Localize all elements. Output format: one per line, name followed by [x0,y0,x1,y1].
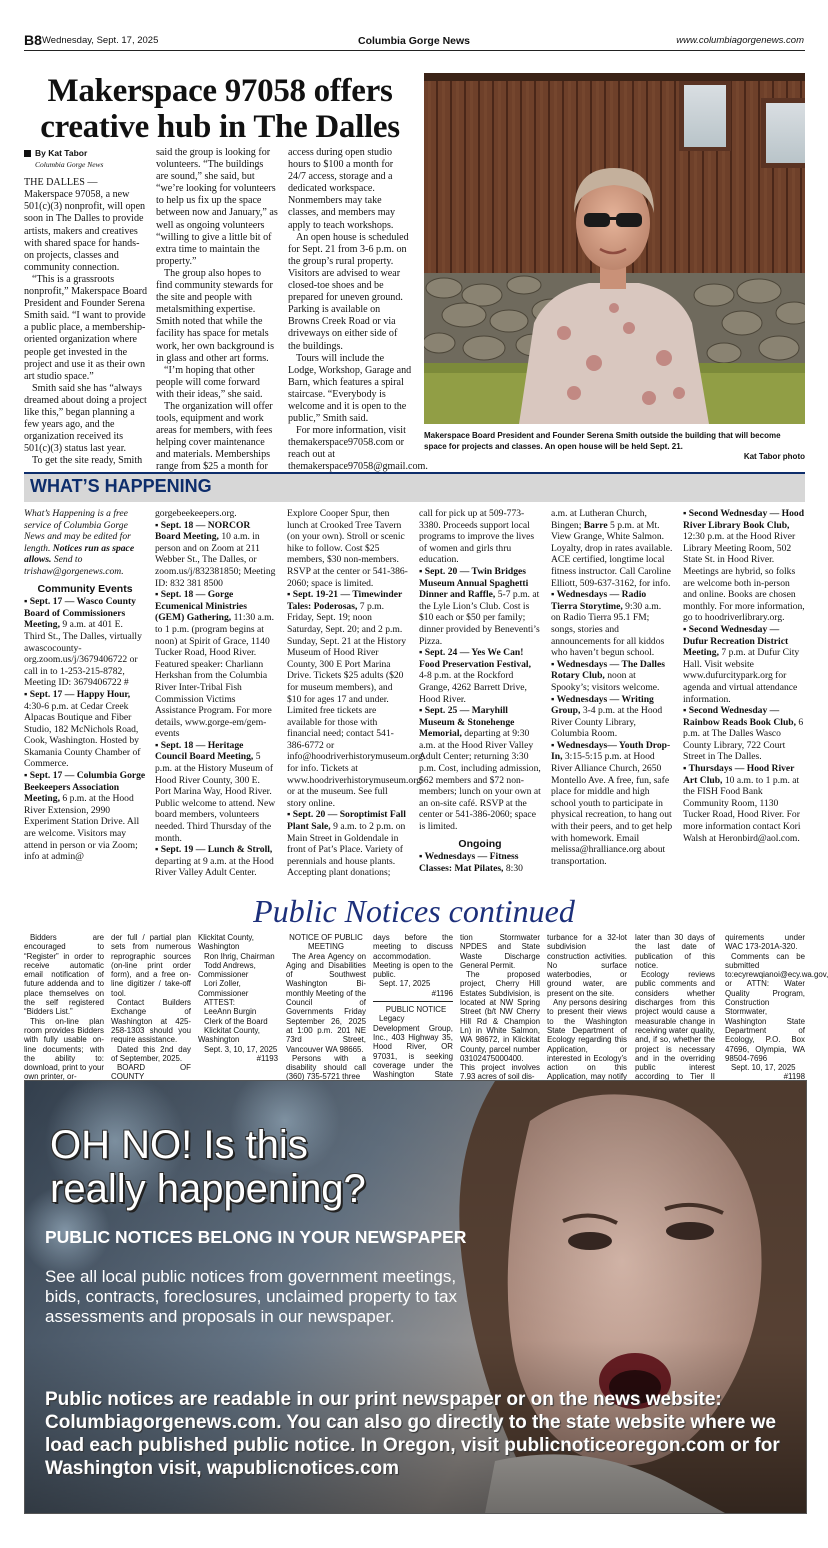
issue-date: Wednesday, Sept. 17, 2025 [42,35,159,46]
event-item: ▪ Sept. 20 — Twin Bridges Museum Annual Spaghetti Dinner and Raffle, 5-7 p.m. at the Lyle Lion’s Club. Cost is $10 each or $50 per family; dinner provided by Beneventi’s Pizza. [419,565,540,647]
notice-text: Contact Builders Exchange of Washington at 425-258-1303 should you require assistance. [111,998,191,1045]
masthead-rule [24,50,805,51]
site-url[interactable]: www.columbiagorgenews.com [676,35,804,46]
notice-text: der full / partial plan sets from numerous reprographic sources (on-line print order form), and a free on-line digitizer / take-off tool. [111,933,191,998]
notice-text: tion Stormwater NPDES and State Waste Discharge General Permit. [460,933,540,970]
event-item: ▪ Sept. 19 — Lunch & Stroll, departing at 9 a.m. at the Hood River Valley Adult Center. [155,844,274,879]
notice-column-2 [111,933,191,1091]
community-events-heading: Community Events [37,582,133,595]
notice-heading: NOTICE OF PUBLIC MEETING [289,933,363,952]
byline: By Kat Tabor [24,147,148,159]
notice-divider [373,1001,453,1002]
event-continued: Explore Cooper Spur, then lunch at Crooked Tree Tavern (on your own). Stroll or scenic hike to follow. Cost $25 members, $30 non-members. RSVP at the center or 541-386-2060; space is limited. [287,508,408,589]
article-photo [424,73,805,424]
byline-org: Columbia Gorge News [35,160,104,170]
notice-text: Bidders are encouraged to “Register” in order to receive automatic email notification of future addenda and to place themselves on the self registered “Bidders List.” [24,933,104,1017]
event-item: ▪ Sept. 24 — Yes We Can! Food Preservation Festival, 4-8 p.m. at the Rockford Grange, 4262 Barrett Drive, Hood River. [419,647,531,705]
ad-footer: Public notices are readable in our print newspaper or on the news website: Columbiagorgenews.com. You can also go directly to the state website where we load each published public notice. In Oregon, visit publicnoticeoregon.com or for Washington visit, wapublicnotices.com [45,1389,780,1479]
article-column-3 [288,147,428,474]
notice-text: Ron Ihrig, Chairman [204,951,275,961]
article-paragraph: Tours will include the Lodge, Workshop, Garage and Barn, which features a spiral staircase. “Everybody is welcome and it is open to the public,” Smith said. [288,352,412,425]
notice-text: Any persons desiring to present their views to the Washington State Department of Ecology regarding this Application, or interested in Ecology’s action on this Application, may notify [547,998,627,1082]
event-continued: gorgebeekeepers.org. [155,508,237,519]
events-column-6 [683,508,805,844]
notice-text: days before the meeting to discuss accommodation. Meeting is open to the public. [373,933,453,980]
event-item: ▪ Sept. 18 — NORCOR Board Meeting, 10 a.m. in person and on Zoom at 211 Webber St., The Dalles, or zoom.us/j/832381850; Meeting ID: 832 381 8500 [155,519,276,589]
notice-text: BOARD OF COUNTY [111,1063,191,1082]
notice-text: Lori Zoller, Commissioner [198,979,249,998]
events-column-1 [24,508,146,863]
photo-caption: Makerspace Board President and Founder Serena Smith outside the building that will become space for projects and classes. An open house will be held Sept. 21. [424,431,781,451]
event-item: ▪ Sept. 25 — Maryhill Museum & Stonehenge Memorial, departing at 9:30 a.m. at the Hood River Valley Adult Center; returning 3:30 p.m. Cost, including admission, $62 members and $72 non-members; lunch on your own at an on-site café. RSVP at the center or 541-386-2060; space is limited. [419,705,541,833]
notice-column-1 [24,933,104,1082]
event-item: ▪ Wednesdays — Radio Tierra Storytime, 9:30 a.m. on Radio Tierra 95.1 FM; songs, stories and announcements for all kiddos who haven’t begun school. [551,589,665,659]
event-continued: a.m. at Lutheran Church, Bingen; Barre 5 p.m. at Mt. View Grange, White Salmon. Loyalty, drop in rates available. ACE certified, longtime local fitness instructor. Call Caroline Elliott, 509-637-3162, for info. [551,508,673,589]
notice-column-6 [460,933,540,1082]
notice-text: LeeAnn Burgin [204,1007,257,1017]
paper-name: Columbia Gorge News [357,35,471,47]
ongoing-heading: Ongoing [458,837,502,850]
notice-column-5 [373,933,453,1098]
article-paragraph: THE DALLES — Makerspace 97058, a new 501(c)(3) nonprofit, will open soon in The Dalles to provide artists, makers and creatives with shared space for hands-on projects, classes and community connection. [24,177,146,273]
intro-text: What’s Happening is a free service of Columbia Gorge News and may be edited for length. Notices run as space allows. Send to trishaw@gorgenews.com. [24,508,135,577]
ad-body: See all local public notices from government meetings, bids, contracts, foreclosures, unclaimed property to tax assessments and proposals in our newspaper. [45,1267,457,1326]
article-paragraph: The group also hopes to find community stewards for the site and people with metalsmithing expertise. Smith noted that while the facility has space for metals work, her own background is in glass and other art forms. [156,267,275,364]
event-item: ▪ Sept. 18 — Gorge Ecumenical Ministries (GEM) Gathering, 11:30 a.m. to 1 p.m. (program begins at noon) at Spirit of Grace, 1140 Tucker Road, Hood River. Featured speaker: Charliann Herkshan from the Columbia River Inter-Tribal Fish Commission Victims Assistance Program. For more details, www.gorge-em/gem-events [155,589,275,740]
notice-text: Comments can be submitted to:ecyrewqianoi@ecy.wa.gov, or ATTN: Water Quality Program, Construction Stormwater, Washington State Department of Ecology, P.O. Box 47696, Olympia, WA 98504-7696 [725,951,828,1063]
event-item: ▪ Sept. 18 — Heritage Council Board Meeting, 5 p.m. at the History Museum of Hood River County, 300 E. Port Marina Way, Hood River. Public welcome to attend. New board members, volunteers needed. Third Thursday of the month. [155,739,276,844]
article-paragraph: An open house is scheduled for Sept. 21 from 3-6 p.m. on the group’s rural property. Visitors are advised to wear closed-toe shoes and be prepared for uneven ground. Parking is available on Browns Creek Road or via driveways on either side of the buildings. [288,231,409,352]
article-paragraph: Smith said she has “always dreamed about doing a project like this,” began planning a few years ago, and the organization received its 501(c)(3) status last year. [24,382,147,455]
events-column-4 [419,508,541,874]
event-item: ▪ Thursdays — Hood River Art Club, 10 a.m. to 1 p.m. at the FISH Food Bank Community Room, 1130 Tucker Road, Hood River. For more information contact Kori Walsh at Heronbird@aol.com. [683,763,801,844]
notice-text: Dated this 2nd day of September, 2025. [111,1044,191,1063]
article-paragraph: The organization will offer tools, equipment and work areas for members, with fees helping cover maintenance and materials. Memberships range from $25 a month for [156,400,273,473]
notice-text: Sept. 10, 17, 2025 [731,1063,796,1073]
event-item: ▪ Wednesdays— Youth Drop-In, 3:15-5:15 p.m. at Hood River Alliance Church, 2650 Montello Ave. A free, fun, safe place for middle and high school youth to participate in physical recreation, to hang out with their peers, and to get help with homework. Email melissa@hralliance.org about transportation. [551,739,673,867]
article-paragraph: For more information, visit themakerspace97058.com or reach out at themakerspace97058@gmail.com. [288,425,428,473]
page-number: B8 [24,32,42,48]
article-paragraph: “I’m hoping that other people will come forward with their ideas,” she said. [156,364,263,400]
notice-text: Todd Andrews, Commissioner [198,960,256,980]
event-item: ▪ Second Wednesday — Hood River Library Book Club, 12:30 p.m. at the Hood River Library Meeting Room, 502 State St. in Hood River. Meetings are hybrid, so folks are welcome both in-person and online. Books are chosen monthly. For more information, go to hoodriverlibrary.org. [683,508,805,624]
photo-illustration [424,73,805,424]
photo-credit: Kat Tabor photo [743,452,805,461]
article-paragraph: “This is a grassroots nonprofit,” Makerspace Board President and Founder Serena Smith said. “I want to provide a public place, a membership-oriented organization where people get invested in the project and use it as their own art studio space.” [24,273,148,382]
event-item: ▪ Wednesdays — The Dalles Rotary Club, noon at Spooky’s; visitors welcome. [551,658,665,693]
article-paragraph: To get the site ready, Smith [32,455,143,467]
events-column-3 [287,508,423,879]
article-paragraph: access during open studio hours to $100 a month for 24/7 access, storage and a dedicated workspace. Nonmembers may take classes, and members may apply to teach workshops. [288,147,396,231]
notice-text: This on-line plan room provides Bidders with fully usable on-line documents; with the ability to: download, print to your own printer, or- [24,1016,104,1082]
notice-text: The Area Agency on Aging and Disabilities of Southwest Washington Bi-monthly Meeting of the Council of Governments Friday September 26, 2025 at 1:00 p.m. 201 NE 73rd Street, Vancouver WA 98665. [286,951,366,1054]
notice-id: #1196 [431,988,453,998]
notice-heading: PUBLIC NOTICE [385,1005,447,1015]
event-item: ▪ Sept. 17 — Columbia Gorge Beekeepers Association Meeting, 6 p.m. at the Hood River Extension, 2990 Experiment Station Drive. All are welcome. Visitors may attend in person or via Zoom; info at admin@ [24,770,146,863]
event-item: ▪ Second Wednesday — Dufur Recreation District Meeting, 7 p.m. at Dufur City Hall. Visit website www.dufurcitypark.org for agenda and virtual attendance information. [683,623,800,705]
event-item: ▪ Sept. 19-21 — Timewinder Tales: Poderosas, 7 p.m. Friday, Sept. 19; noon Saturday, Sept. 20; and 2 p.m. Sunday, Sept. 21 at the History Museum of Hood River County, 300 E Port Marina Drive. Tickets $25 adults ($20 for museum members), and $10 for ages 17 and under. Limited free tickets are available for those with financial need; contact 541-386-6772 or info@hoodriverhistorymuseum.org for info. Tickets at www.hoodriverhistorymuseum.org or at the museum. See full story online. [287,589,423,809]
notice-text: turbance for a 32-lot subdivision construction activities. No surface waterbodies, or ground water, are present on the site. [547,933,627,998]
notice-text: Sept. 17, 2025 [379,979,431,989]
notice-column-7 [547,933,627,1091]
ad-subhead: PUBLIC NOTICES BELONG IN YOUR NEWSPAPER [45,1227,467,1247]
ad-headline: OH NO! Is this really happening? [50,1123,366,1211]
event-continued: call for pick up at 509-773-3380. Proceeds support local programs to improve the lives of women and girls thru education. [419,508,535,566]
event-item: ▪ Sept. 17 — Happy Hour, 4:30-6 p.m. at Cedar Creek Alpacas Boutique and Fiber Studio, 182 McNichols Road, Cook, Washington. Hosted by Skamania County Chamber of Commerce. [24,688,141,770]
notice-text: later than 30 days of the last date of publication of this notice. [635,933,715,970]
notice-text: Ecology reviews public comments and considers whether discharges from this project would cause a measurable change in receiving water quality, and, if so, whether the project is necessary and in the overriding public interest according to Tier II [635,970,715,1082]
whats-happening-title: WHAT’S HAPPENING [30,476,212,496]
notice-text: quirements under WAC 173-201A-320. [725,933,805,952]
notice-id: #1193 [256,1053,278,1063]
notice-text: Persons with a disability should call (360) 735-5721 three [286,1053,366,1082]
events-column-5 [551,508,673,867]
event-item: ▪ Sept. 20 — Soroptimist Fall Plant Sale, 9 a.m. to 2 p.m. on Main Street in Goldendale in front of Pat’s Place. Variety of perennials and house plants. Accepting plant donations; [287,809,406,879]
notice-text: The proposed project, Cherry Hill Estates Subdivision, is located at NW Spring Street (b/t NW Cherry Hill Rd & Champion Ln) in White Salmon, WA 98672, in Klickitat County, parcel number 03102475000400. This project involves 7.93 acres of soil dis- [460,970,540,1082]
event-item: ▪ Wednesdays — Writing Group, 3-4 p.m. at the Hood River County Library, Columbia Room. [551,693,663,740]
notice-text: Sept. 3, 10, 17, 2025 [204,1044,278,1054]
event-item: ▪ Second Wednesday — Rainbow Reads Book Club, 6 p.m. at The Dalles Wasco County Library, 722 Court Street in The Dalles. [683,705,804,763]
notice-id: #1198 [783,1072,805,1082]
event-item: ▪ Wednesdays — Fitness Classes: Mat Pilates, 8:30 [419,851,523,874]
events-column-2 [155,508,277,879]
public-notices-title: Public Notices continued [253,893,575,929]
notice-column-3 [198,933,278,1063]
notice-column-8 [635,933,715,1091]
event-item: ▪ Sept. 17 — Wasco County Board of Commissioners Meeting, 9 a.m. at 401 E. Third St., The Dalles, virtually awascocounty-org.zoom.us/j/3679406722 or call in to 1-253-215-8782, Meeting ID: 3679406722 # [24,596,142,689]
notice-text: Legacy Development Group, Inc., 403 Highway 35, Hood River, OR 97031, is seeking coverage under the Washington State [373,1014,453,1080]
article-paragraph: said the group is looking for volunteers. “The buildings are sound,” she said, but “we’re looking for volunteers to help us fix up the space between now and January,” as well as ongoing volunteers “willing to give a little bit of extra time to maintain the property.” [156,147,278,267]
article-column-1 [24,147,148,467]
notice-text: Clerk of the Board [204,1016,268,1026]
notice-column-9 [725,933,828,1089]
article-headline: Makerspace 97058 offers creative hub in The Dalles [40,73,400,145]
article-column-2 [156,147,278,474]
notice-text: ATTEST: [204,998,235,1008]
notice-text: Klickitat County, Washington [198,1025,260,1045]
notice-text: Klickitat County, Washington [198,933,254,952]
notice-column-4 [286,933,366,1082]
